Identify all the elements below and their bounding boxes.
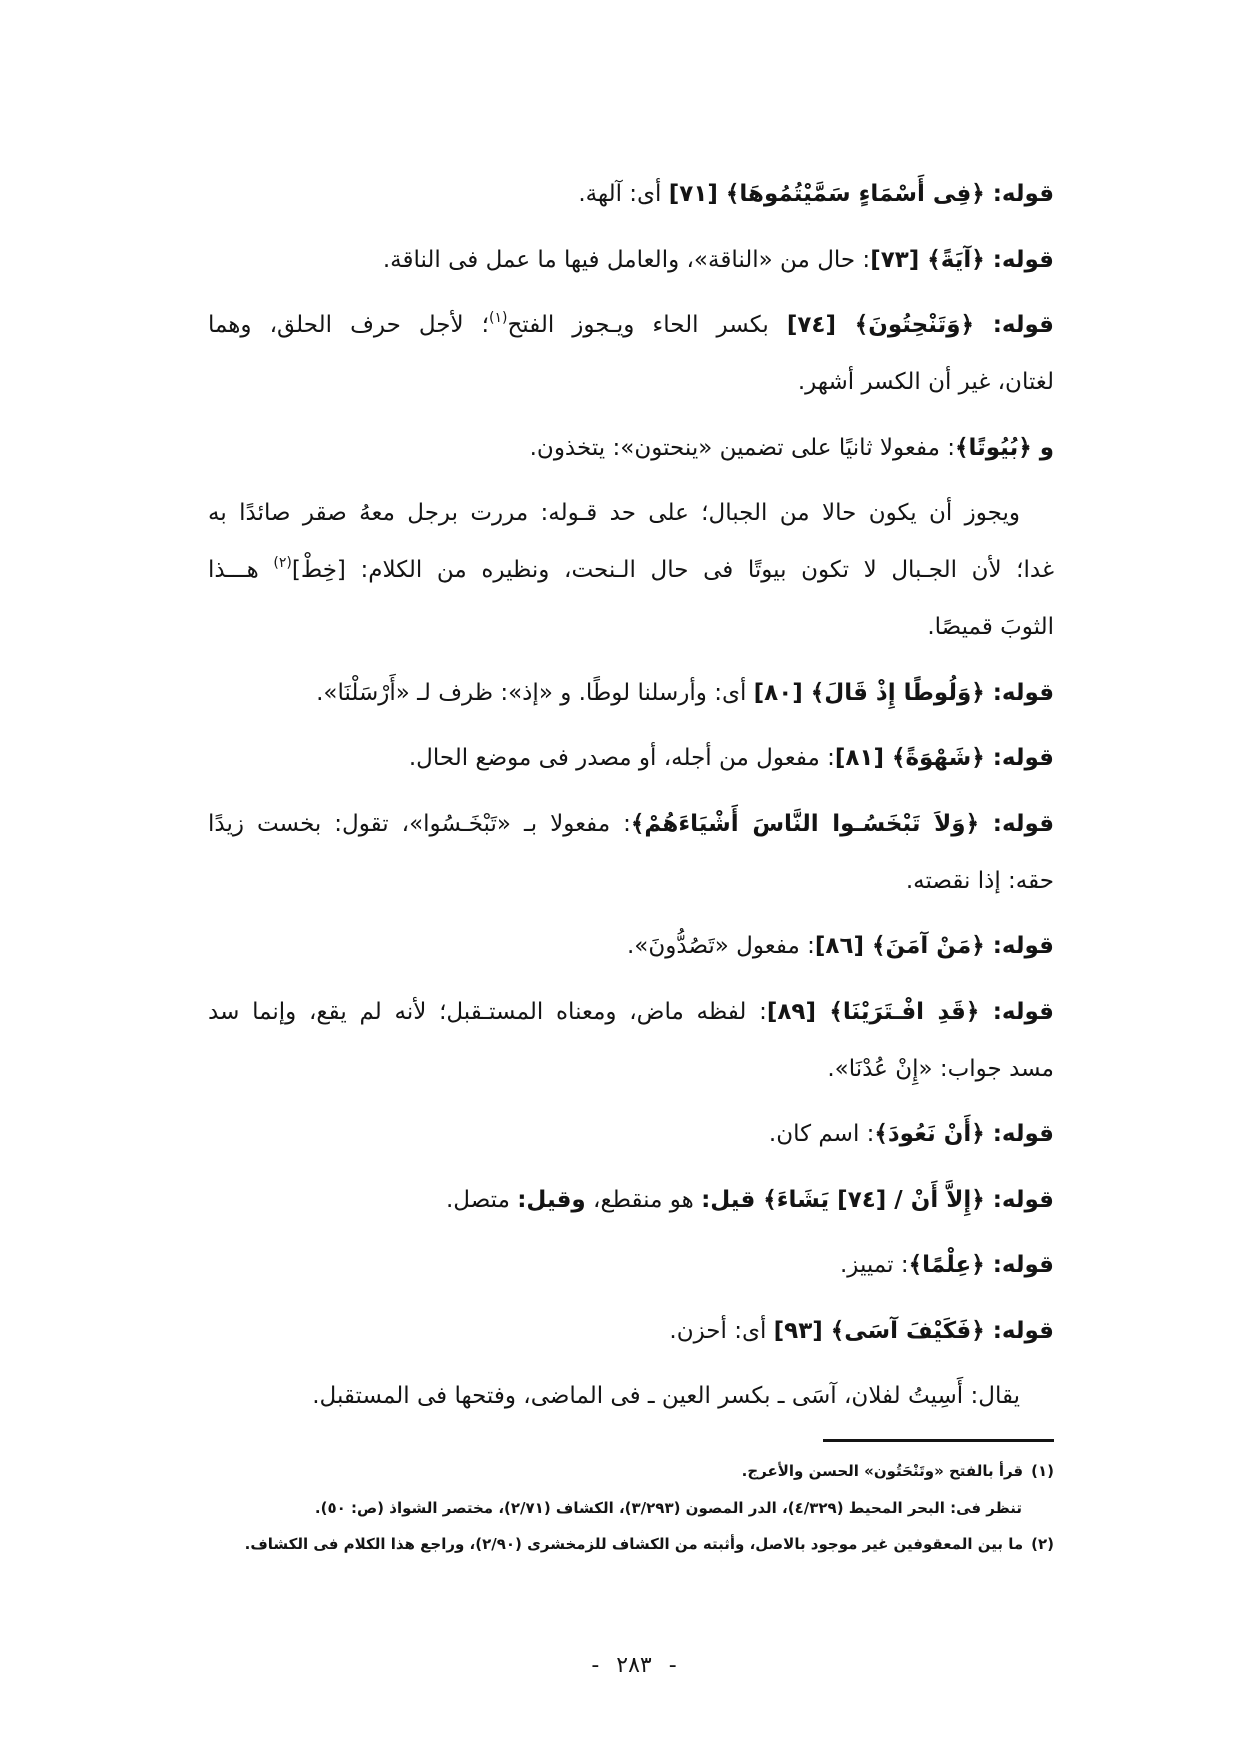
commentary-text: : تمييز. <box>839 1252 909 1278</box>
text-line <box>208 485 1054 542</box>
text-line <box>208 1041 1054 1098</box>
footnotes <box>208 1453 1054 1563</box>
entry-lemma: قوله: ﴿وَلاَ تَبْخَسُـوا النَّاسَ أَشْيَاءَهُمْ﴾ <box>630 810 1055 837</box>
entry-lemma: قوله: ﴿إِلاَّ أَنْ / [٧٤] يَشَاءَ﴾ قيل: <box>701 1186 1054 1213</box>
text-line <box>208 665 1054 722</box>
footnote-continuation <box>208 1490 1054 1527</box>
commentary-text: بكسر الحاء ويـجوز الفتح <box>507 312 769 338</box>
text-line <box>208 1368 1054 1425</box>
commentary-text: مسد جواب: «إِنْ عُدْنَا». <box>827 1055 1054 1082</box>
commentary-text: : اسم كان. <box>768 1121 875 1147</box>
commentary-text: : حال من «الناقة»، والعامل فيها ما عمل فى الناقة. <box>382 246 871 273</box>
entry-lemma: قوله: ﴿آيَةً﴾ [٧٣] <box>870 246 1054 273</box>
commentary-text: متصل. <box>445 1186 510 1213</box>
footnote-text: قرأ بالفتح «وتَنْحَتُون» الحسن والأعرج. <box>741 1462 1024 1480</box>
footnote <box>208 1526 1054 1563</box>
commentary-text: أى: آلهة. <box>578 181 662 207</box>
text-line <box>208 420 1054 477</box>
text-line <box>208 1172 1054 1229</box>
commentary-text: : مفعول «تَصُدُّونَ». <box>627 933 815 959</box>
text-line <box>208 1237 1054 1294</box>
commentary-text: : مفعولا بـ «تَبْخَـسُوا»، تقول: بخست زيدًا <box>208 810 631 837</box>
commentary-text: لغتان، غير أن الكسر أشهر. <box>797 369 1054 395</box>
text-line <box>208 730 1054 787</box>
commentary-text: أى: أحزن. <box>669 1317 767 1344</box>
text-line <box>208 166 1054 223</box>
entry-lemma: قوله: ﴿شَهْوَةً﴾ [٨١] <box>834 745 1054 771</box>
entry-lemma: قوله: ﴿فِى أَسْمَاءٍ سَمَّيْتُمُوهَا﴾ [٧١] <box>668 181 1054 207</box>
entry-lemma: قوله: ﴿وَلُوطًا إِذْ قَالَ﴾ [٨٠] <box>753 679 1054 706</box>
commentary-text: أى: وأرسلنا لوطًا. و «إذ»: ظرف لـ «أَرْسَلْنَا». <box>316 679 747 706</box>
footnote-text: ما بين المعقوفين غير موجود بالاصل، وأثبته من الكشاف للزمخشرى (٢/٩٠)، وراجع هذا الكلام فى الكشاف. <box>244 1535 1024 1553</box>
footnote-ref: (١) <box>488 310 508 326</box>
body-text <box>208 166 1054 1425</box>
text-line <box>208 354 1054 411</box>
commentary-text: حقه: إذا نقصته. <box>905 867 1054 894</box>
commentary-text: ويجوز أن يكون حالا من الجبال؛ على حد قـوله: مررت برجل معهُ صقر صائدًا به <box>208 500 1020 526</box>
footnote <box>208 1453 1054 1490</box>
commentary-text: غدا؛ لأن الجـبال لا تكون بيوتًا فى حال الـنحت، ونظيره من الكلام: [خِطْ] <box>291 557 1054 583</box>
entry-lemma: و ﴿بُيُوتًا﴾ <box>955 434 1054 461</box>
page-number: - ٢٨٣ - <box>591 1653 677 1678</box>
text-line <box>208 599 1054 656</box>
footnote-ref: (٢) <box>273 555 292 571</box>
footnote-separator <box>823 1439 1054 1442</box>
entry-lemma: قوله: ﴿فَكَيْفَ آسَى﴾ [٩٣] <box>773 1317 1054 1344</box>
text-line <box>208 1303 1054 1360</box>
entry-lemma: قوله: ﴿وَتَنْحِتُونَ﴾ [٧٤] <box>786 312 1054 338</box>
footnote-text: تنظر فى: البحر المحيط (٤/٣٢٩)، الدر المصون (٣/٢٩٣)، الكشاف (٢/٧١)، مختصر الشواذ (ص: ٥٠). <box>314 1498 1022 1517</box>
text-line <box>208 796 1054 853</box>
text-line <box>208 542 1054 599</box>
entry-lemma: قوله: ﴿أَنْ نَعُودَ﴾ <box>874 1121 1054 1147</box>
text-line <box>208 853 1054 910</box>
text-line <box>208 1106 1054 1163</box>
commentary-text: : لفظه ماض، ومعناه المستـقبل؛ لأنه لم يقع، وإنما سد <box>208 998 767 1025</box>
commentary-text: الثوبَ قميصًا. <box>927 614 1054 640</box>
text-line <box>208 297 1054 354</box>
text-line <box>208 984 1054 1041</box>
commentary-text: : مفعول من أجله، أو مصدر فى موضع الحال. <box>408 745 835 771</box>
footnote-marker: (٢) <box>1031 1535 1054 1553</box>
text-line <box>208 232 1054 289</box>
commentary-text: ؛ لأجل حرف الحلق، وهما <box>208 312 489 338</box>
footnote-marker: (١) <box>1031 1462 1054 1480</box>
entry-lemma: قوله: ﴿عِلْمًا﴾ <box>908 1252 1054 1278</box>
commentary-text: هو منقطع، <box>593 1186 694 1213</box>
commentary-text: : مفعولا ثانيًا على تضمين «ينحتون»: يتخذون. <box>529 434 956 461</box>
commentary-text: هـــذا <box>208 557 259 583</box>
entry-lemma: قوله: ﴿مَنْ آمَنَ﴾ [٨٦] <box>814 933 1054 959</box>
commentary-label: وقيل: <box>517 1186 586 1213</box>
text-line <box>208 918 1054 975</box>
entry-lemma: قوله: ﴿قَدِ افْـتَرَيْنَا﴾ [٨٩] <box>766 998 1054 1025</box>
commentary-text: يقال: أَسِيتُ لفلان، آسَى ـ بكسر العين ـ فى الماضى، وفتحها فى المستقبل. <box>312 1383 1020 1409</box>
